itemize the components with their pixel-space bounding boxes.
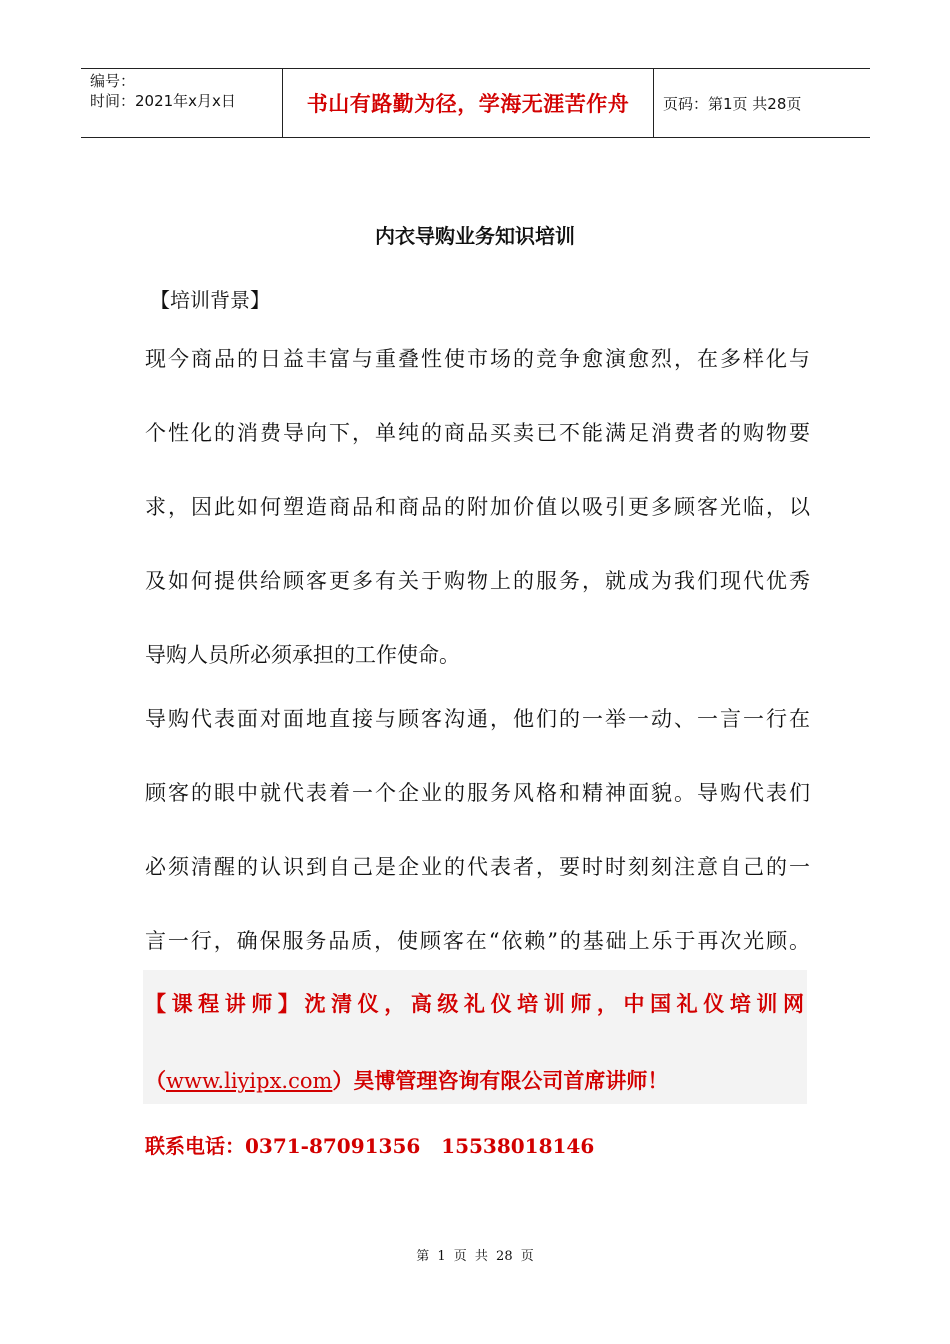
- paragraph-line: 言一行，确保服务品质，使顾客在“依赖”的基础上乐于再次光顾。: [145, 929, 810, 953]
- paragraph-line: 个性化的消费导向下，单纯的商品买卖已不能满足消费者的购物要: [145, 421, 810, 445]
- header-page-info: 页码：第1页 共28页: [663, 94, 802, 113]
- paragraph-line: 现今商品的日益丰富与重叠性使市场的竞争愈演愈烈，在多样化与: [145, 347, 810, 371]
- instructor-line: 【课程讲师】沈清仪，高级礼仪培训师，中国礼仪培训网: [145, 991, 805, 1016]
- header-meta: [81, 69, 283, 137]
- company-title: ）昊博管理咨询有限公司首席讲师！: [332, 1068, 669, 1093]
- document-date: 时间：2021年x月x日: [90, 92, 236, 110]
- header-motto-cell: [283, 69, 654, 137]
- paragraph-line: 必须清醒的认识到自己是企业的代表者，要时时刻刻注意自己的一: [145, 855, 810, 879]
- paragraph-line: 导购代表面对面地直接与顾客沟通，他们的一举一动、一言一行在: [145, 707, 810, 731]
- contact-phone: 联系电话：0371-87091356 15538018146: [145, 1134, 595, 1158]
- document-header: [81, 68, 870, 138]
- website-link[interactable]: www.liyipx.com: [166, 1069, 333, 1093]
- paragraph-line: 顾客的眼中就代表着一个企业的服务风格和精神面貌。导购代表们: [145, 781, 810, 805]
- paragraph-line: 及如何提供给顾客更多有关于购物上的服务，就成为我们现代优秀: [145, 569, 810, 593]
- paragraph-line: 求，因此如何塑造商品和商品的附加价值以吸引更多顾客光临，以: [145, 495, 810, 519]
- instructor-info-block: [143, 970, 807, 1104]
- header-motto: 书山有路勤为径，学海无涯苦作舟: [306, 92, 630, 116]
- document-title: 内衣导购业务知识培训: [375, 224, 575, 248]
- paren-open: （: [145, 1068, 166, 1093]
- instructor-line-website: [145, 1065, 668, 1095]
- page-footer: 第 1 页 共 28 页: [416, 1249, 534, 1264]
- paragraph-shopping-guide-role: [145, 682, 810, 978]
- header-page-info-cell: [654, 69, 870, 137]
- paragraph-background: [145, 322, 810, 692]
- document-number-label: 编号：: [90, 72, 136, 90]
- paragraph-line: 导购人员所必须承担的工作使命。: [145, 643, 460, 667]
- section-label-background: 【培训背景】: [150, 288, 270, 312]
